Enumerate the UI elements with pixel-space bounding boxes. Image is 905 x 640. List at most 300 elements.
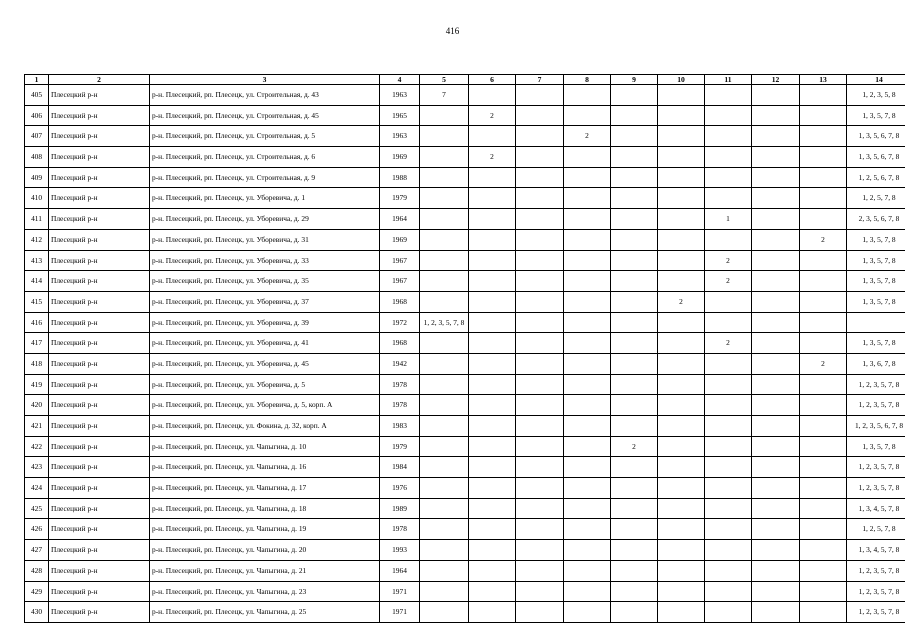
table-row — [25, 126, 905, 147]
table-cell-col-14: 1, 3, 5, 7, 8 — [847, 271, 905, 292]
table-row — [25, 416, 905, 437]
table-cell-col-14: 1, 2, 3, 5, 7, 8 — [847, 581, 905, 602]
column-header-5: 5 — [420, 75, 469, 85]
table-cell-col-14: 1, 2, 3, 5, 7, 8 — [847, 560, 905, 581]
table-cell-col-6 — [469, 85, 516, 106]
table-cell-col-6 — [469, 188, 516, 209]
table-cell-col-12 — [752, 250, 800, 271]
table-cell-col-9: 2 — [611, 436, 658, 457]
table-cell-col-14: 2, 3, 5, 6, 7, 8 — [847, 209, 905, 230]
table-cell-col-9 — [611, 209, 658, 230]
table-cell-col-4: 1972 — [380, 312, 420, 333]
table-cell-col-4: 1978 — [380, 374, 420, 395]
table-cell-col-1: 415 — [25, 291, 49, 312]
table-cell-col-13 — [800, 105, 847, 126]
table-cell-col-9 — [611, 374, 658, 395]
table-cell-col-9 — [611, 333, 658, 354]
table-cell-col-10 — [658, 457, 705, 478]
table-cell-col-3: р-н. Плесецкий, рп. Плесецк, ул. Строительная, д. 9 — [150, 167, 380, 188]
table-row — [25, 85, 905, 106]
table-cell-col-7 — [516, 581, 564, 602]
table-cell-col-7 — [516, 105, 564, 126]
table-cell-col-14: 1, 2, 3, 5, 7, 8 — [847, 374, 905, 395]
table-cell-col-10 — [658, 188, 705, 209]
table-cell-col-2: Плесецкий р-н — [49, 519, 150, 540]
column-header-9: 9 — [611, 75, 658, 85]
column-header-6: 6 — [469, 75, 516, 85]
table-cell-col-14: 1, 2, 3, 5, 7, 8 — [847, 457, 905, 478]
table-cell-col-4: 1978 — [380, 519, 420, 540]
table-cell-col-4: 1967 — [380, 250, 420, 271]
table-cell-col-5 — [420, 560, 469, 581]
table-cell-col-3: р-н. Плесецкий, рп. Плесецк, ул. Чапыгина, д. 23 — [150, 581, 380, 602]
table-cell-col-9 — [611, 457, 658, 478]
table-cell-col-7 — [516, 229, 564, 250]
table-cell-col-3: р-н. Плесецкий, рп. Плесецк, ул. Строительная, д. 5 — [150, 126, 380, 147]
table-cell-col-1: 405 — [25, 85, 49, 106]
table-cell-col-7 — [516, 188, 564, 209]
table-row — [25, 602, 905, 623]
table-cell-col-1: 418 — [25, 353, 49, 374]
table-cell-col-2: Плесецкий р-н — [49, 85, 150, 106]
table-cell-col-13 — [800, 291, 847, 312]
table-cell-col-1: 408 — [25, 147, 49, 168]
table-cell-col-6 — [469, 291, 516, 312]
table-row — [25, 105, 905, 126]
table-cell-col-7 — [516, 271, 564, 292]
table-cell-col-7 — [516, 560, 564, 581]
table-cell-col-1: 422 — [25, 436, 49, 457]
table-cell-col-7 — [516, 519, 564, 540]
table-cell-col-13 — [800, 147, 847, 168]
table-cell-col-11 — [705, 126, 752, 147]
table-cell-col-2: Плесецкий р-н — [49, 602, 150, 623]
table-cell-col-8 — [564, 416, 611, 437]
table-cell-col-1: 426 — [25, 519, 49, 540]
table-cell-col-13 — [800, 602, 847, 623]
table-row — [25, 478, 905, 499]
table-cell-col-10 — [658, 85, 705, 106]
table-cell-col-11 — [705, 560, 752, 581]
table-cell-col-11: 1 — [705, 209, 752, 230]
table-cell-col-5 — [420, 167, 469, 188]
table-row — [25, 250, 905, 271]
table-cell-col-14: 1, 3, 5, 6, 7, 8 — [847, 147, 905, 168]
table-cell-col-11 — [705, 229, 752, 250]
table-cell-col-8 — [564, 560, 611, 581]
table-cell-col-8 — [564, 271, 611, 292]
table-cell-col-6 — [469, 416, 516, 437]
table-cell-col-11 — [705, 105, 752, 126]
table-cell-col-5 — [420, 457, 469, 478]
table-cell-col-13 — [800, 498, 847, 519]
table-cell-col-1: 424 — [25, 478, 49, 499]
table-cell-col-7 — [516, 291, 564, 312]
table-cell-col-13 — [800, 560, 847, 581]
table-cell-col-2: Плесецкий р-н — [49, 271, 150, 292]
table-cell-col-12 — [752, 229, 800, 250]
table-cell-col-3: р-н. Плесецкий, рп. Плесецк, ул. Чапыгина, д. 16 — [150, 457, 380, 478]
table-cell-col-12 — [752, 353, 800, 374]
table-cell-col-2: Плесецкий р-н — [49, 395, 150, 416]
table-cell-col-6: 2 — [469, 147, 516, 168]
table-cell-col-14: 1, 3, 5, 7, 8 — [847, 105, 905, 126]
table-cell-col-9 — [611, 312, 658, 333]
table-cell-col-3: р-н. Плесецкий, рп. Плесецк, ул. Строительная, д. 43 — [150, 85, 380, 106]
table-cell-col-11 — [705, 602, 752, 623]
table-cell-col-2: Плесецкий р-н — [49, 126, 150, 147]
table-cell-col-4: 1967 — [380, 271, 420, 292]
table-row — [25, 540, 905, 561]
table-cell-col-14: 1, 3, 4, 5, 7, 8 — [847, 498, 905, 519]
table-cell-col-9 — [611, 105, 658, 126]
table-cell-col-12 — [752, 105, 800, 126]
table-cell-col-8 — [564, 581, 611, 602]
table-cell-col-6 — [469, 560, 516, 581]
column-header-2: 2 — [49, 75, 150, 85]
table-cell-col-5 — [420, 333, 469, 354]
table-cell-col-10 — [658, 374, 705, 395]
table-cell-col-10 — [658, 581, 705, 602]
table-cell-col-1: 423 — [25, 457, 49, 478]
table-cell-col-4: 1984 — [380, 457, 420, 478]
table-cell-col-2: Плесецкий р-н — [49, 105, 150, 126]
column-header-12: 12 — [752, 75, 800, 85]
table-cell-col-5 — [420, 581, 469, 602]
table-cell-col-12 — [752, 395, 800, 416]
table-cell-col-4: 1969 — [380, 147, 420, 168]
table-cell-col-3: р-н. Плесецкий, рп. Плесецк, ул. Чапыгина, д. 21 — [150, 560, 380, 581]
table-cell-col-7 — [516, 353, 564, 374]
table-cell-col-9 — [611, 291, 658, 312]
table-cell-col-1: 427 — [25, 540, 49, 561]
column-header-11: 11 — [705, 75, 752, 85]
table-cell-col-3: р-н. Плесецкий, рп. Плесецк, ул. Чапыгина, д. 20 — [150, 540, 380, 561]
table-row — [25, 457, 905, 478]
table-cell-col-7 — [516, 416, 564, 437]
table-cell-col-13 — [800, 271, 847, 292]
table-cell-col-1: 425 — [25, 498, 49, 519]
table-cell-col-13 — [800, 312, 847, 333]
table-cell-col-9 — [611, 85, 658, 106]
table-cell-col-12 — [752, 457, 800, 478]
table-cell-col-4: 1971 — [380, 602, 420, 623]
table-cell-col-2: Плесецкий р-н — [49, 333, 150, 354]
table-cell-col-10: 2 — [658, 291, 705, 312]
table-cell-col-14: 1, 2, 3, 5, 7, 8 — [847, 478, 905, 499]
table-cell-col-3: р-н. Плесецкий, рп. Плесецк, ул. Уборевича, д. 31 — [150, 229, 380, 250]
table-cell-col-2: Плесецкий р-н — [49, 147, 150, 168]
table-cell-col-13: 2 — [800, 229, 847, 250]
table-cell-col-9 — [611, 250, 658, 271]
table-cell-col-6 — [469, 519, 516, 540]
table-cell-col-9 — [611, 581, 658, 602]
table-cell-col-4: 1964 — [380, 209, 420, 230]
table-cell-col-8 — [564, 291, 611, 312]
table-cell-col-3: р-н. Плесецкий, рп. Плесецк, ул. Чапыгина, д. 25 — [150, 602, 380, 623]
table-cell-col-6 — [469, 498, 516, 519]
table-cell-col-5 — [420, 478, 469, 499]
table-cell-col-14: 1, 3, 4, 5, 7, 8 — [847, 540, 905, 561]
table-cell-col-14: 1, 2, 5, 7, 8 — [847, 188, 905, 209]
table-cell-col-1: 410 — [25, 188, 49, 209]
table-cell-col-5 — [420, 291, 469, 312]
table-cell-col-11: 2 — [705, 333, 752, 354]
table-cell-col-4: 1963 — [380, 126, 420, 147]
table-cell-col-3: р-н. Плесецкий, рп. Плесецк, ул. Уборевича, д. 5 — [150, 374, 380, 395]
table-cell-col-13 — [800, 478, 847, 499]
table-cell-col-11 — [705, 540, 752, 561]
table-cell-col-13 — [800, 333, 847, 354]
table-cell-col-8 — [564, 498, 611, 519]
table-cell-col-4: 1968 — [380, 291, 420, 312]
table-cell-col-9 — [611, 271, 658, 292]
table-cell-col-7 — [516, 540, 564, 561]
table-cell-col-2: Плесецкий р-н — [49, 188, 150, 209]
table-cell-col-11 — [705, 85, 752, 106]
table-row — [25, 581, 905, 602]
column-header-7: 7 — [516, 75, 564, 85]
table-cell-col-3: р-н. Плесецкий, рп. Плесецк, ул. Уборевича, д. 1 — [150, 188, 380, 209]
table-cell-col-1: 421 — [25, 416, 49, 437]
table-cell-col-8 — [564, 333, 611, 354]
table-cell-col-13 — [800, 457, 847, 478]
table-cell-col-9 — [611, 188, 658, 209]
table-cell-col-10 — [658, 416, 705, 437]
table-cell-col-2: Плесецкий р-н — [49, 167, 150, 188]
table-cell-col-10 — [658, 333, 705, 354]
table-cell-col-3: р-н. Плесецкий, рп. Плесецк, ул. Уборевича, д. 45 — [150, 353, 380, 374]
table-cell-col-8 — [564, 312, 611, 333]
table-cell-col-7 — [516, 126, 564, 147]
table-cell-col-4: 1968 — [380, 333, 420, 354]
table-cell-col-10 — [658, 229, 705, 250]
table-cell-col-8 — [564, 188, 611, 209]
table-cell-col-2: Плесецкий р-н — [49, 540, 150, 561]
table-cell-col-1: 411 — [25, 209, 49, 230]
table-cell-col-8: 2 — [564, 126, 611, 147]
table-cell-col-2: Плесецкий р-н — [49, 581, 150, 602]
table-cell-col-7 — [516, 85, 564, 106]
table-cell-col-4: 1993 — [380, 540, 420, 561]
table-cell-col-2: Плесецкий р-н — [49, 478, 150, 499]
table-cell-col-11 — [705, 291, 752, 312]
table-cell-col-6 — [469, 167, 516, 188]
table-cell-col-12 — [752, 478, 800, 499]
table-cell-col-5 — [420, 519, 469, 540]
table-cell-col-10 — [658, 478, 705, 499]
table-cell-col-8 — [564, 229, 611, 250]
table-cell-col-8 — [564, 353, 611, 374]
column-header-3: 3 — [150, 75, 380, 85]
table-cell-col-1: 407 — [25, 126, 49, 147]
table-cell-col-8 — [564, 374, 611, 395]
table-cell-col-10 — [658, 540, 705, 561]
table-cell-col-14: 1, 3, 5, 7, 8 — [847, 291, 905, 312]
table-cell-col-11: 2 — [705, 250, 752, 271]
table-cell-col-12 — [752, 188, 800, 209]
table-cell-col-11: 2 — [705, 271, 752, 292]
table-cell-col-7 — [516, 374, 564, 395]
table-cell-col-8 — [564, 436, 611, 457]
table-cell-col-12 — [752, 312, 800, 333]
table-cell-col-12 — [752, 85, 800, 106]
table-cell-col-13 — [800, 209, 847, 230]
table-cell-col-5: 1, 2, 3, 5, 7, 8 — [420, 312, 469, 333]
table-cell-col-9 — [611, 560, 658, 581]
column-header-4: 4 — [380, 75, 420, 85]
table-cell-col-10 — [658, 560, 705, 581]
table-cell-col-10 — [658, 519, 705, 540]
table-cell-col-6 — [469, 457, 516, 478]
column-header-14: 14 — [847, 75, 905, 85]
table-cell-col-7 — [516, 312, 564, 333]
table-cell-col-10 — [658, 105, 705, 126]
table-cell-col-13 — [800, 188, 847, 209]
table-cell-col-5 — [420, 271, 469, 292]
table-cell-col-2: Плесецкий р-н — [49, 374, 150, 395]
table-cell-col-12 — [752, 560, 800, 581]
table-cell-col-3: р-н. Плесецкий, рп. Плесецк, ул. Чапыгина, д. 18 — [150, 498, 380, 519]
table-cell-col-9 — [611, 478, 658, 499]
table-cell-col-7 — [516, 147, 564, 168]
table-cell-col-5 — [420, 416, 469, 437]
table-cell-col-5 — [420, 229, 469, 250]
table-row — [25, 353, 905, 374]
table-cell-col-6 — [469, 602, 516, 623]
table-cell-col-10 — [658, 167, 705, 188]
table-cell-col-14: 1, 2, 5, 7, 8 — [847, 519, 905, 540]
table-cell-col-8 — [564, 395, 611, 416]
table-cell-col-1: 416 — [25, 312, 49, 333]
table-cell-col-5: 7 — [420, 85, 469, 106]
table-cell-col-12 — [752, 126, 800, 147]
table-cell-col-4: 1963 — [380, 85, 420, 106]
table-cell-col-1: 412 — [25, 229, 49, 250]
table-cell-col-9 — [611, 229, 658, 250]
table-cell-col-6 — [469, 271, 516, 292]
table-cell-col-8 — [564, 105, 611, 126]
table-cell-col-4: 1965 — [380, 105, 420, 126]
table-cell-col-4: 1964 — [380, 560, 420, 581]
table-cell-col-5 — [420, 436, 469, 457]
table-cell-col-12 — [752, 581, 800, 602]
table-cell-col-11 — [705, 312, 752, 333]
table-cell-col-12 — [752, 147, 800, 168]
table-header-row — [25, 75, 905, 85]
table-cell-col-12 — [752, 436, 800, 457]
table-cell-col-12 — [752, 519, 800, 540]
table-cell-col-3: р-н. Плесецкий, рп. Плесецк, ул. Фокина, д. 32, корп. А — [150, 416, 380, 437]
table-cell-col-13 — [800, 519, 847, 540]
table-cell-col-14: 1, 2, 3, 5, 7, 8 — [847, 602, 905, 623]
table-cell-col-11 — [705, 478, 752, 499]
table-cell-col-2: Плесецкий р-н — [49, 416, 150, 437]
table-cell-col-13 — [800, 167, 847, 188]
table-cell-col-12 — [752, 291, 800, 312]
table-cell-col-14: 1, 3, 5, 7, 8 — [847, 250, 905, 271]
table-cell-col-7 — [516, 395, 564, 416]
table-cell-col-9 — [611, 126, 658, 147]
table-row — [25, 333, 905, 354]
table-cell-col-12 — [752, 498, 800, 519]
table-cell-col-7 — [516, 457, 564, 478]
table-cell-col-8 — [564, 209, 611, 230]
table-cell-col-5 — [420, 353, 469, 374]
table-cell-col-11 — [705, 167, 752, 188]
table-cell-col-5 — [420, 209, 469, 230]
table-cell-col-10 — [658, 271, 705, 292]
table-cell-col-13 — [800, 581, 847, 602]
table-cell-col-3: р-н. Плесецкий, рп. Плесецк, ул. Уборевича, д. 5, корп. А — [150, 395, 380, 416]
table-row — [25, 167, 905, 188]
table-cell-col-12 — [752, 209, 800, 230]
table-cell-col-3: р-н. Плесецкий, рп. Плесецк, ул. Уборевича, д. 39 — [150, 312, 380, 333]
table-row — [25, 291, 905, 312]
table-cell-col-7 — [516, 478, 564, 499]
table-cell-col-2: Плесецкий р-н — [49, 209, 150, 230]
table-cell-col-4: 1969 — [380, 229, 420, 250]
table-cell-col-8 — [564, 478, 611, 499]
table-cell-col-10 — [658, 498, 705, 519]
table-cell-col-8 — [564, 602, 611, 623]
page-number: 416 — [445, 26, 460, 36]
table-row — [25, 188, 905, 209]
table-cell-col-5 — [420, 602, 469, 623]
table-cell-col-10 — [658, 147, 705, 168]
table-cell-col-8 — [564, 519, 611, 540]
table-cell-col-1: 420 — [25, 395, 49, 416]
table-cell-col-5 — [420, 250, 469, 271]
table-cell-col-3: р-н. Плесецкий, рп. Плесецк, ул. Чапыгина, д. 19 — [150, 519, 380, 540]
table-cell-col-10 — [658, 209, 705, 230]
table-row — [25, 395, 905, 416]
table-cell-col-3: р-н. Плесецкий, рп. Плесецк, ул. Строительная, д. 6 — [150, 147, 380, 168]
table-cell-col-1: 417 — [25, 333, 49, 354]
table-cell-col-8 — [564, 85, 611, 106]
table-row — [25, 209, 905, 230]
table-cell-col-5 — [420, 374, 469, 395]
table-cell-col-6: 2 — [469, 105, 516, 126]
table-cell-col-1: 429 — [25, 581, 49, 602]
table-cell-col-1: 428 — [25, 560, 49, 581]
column-header-13: 13 — [800, 75, 847, 85]
table-cell-col-9 — [611, 147, 658, 168]
table-cell-col-10 — [658, 126, 705, 147]
table-cell-col-12 — [752, 602, 800, 623]
table-cell-col-3: р-н. Плесецкий, рп. Плесецк, ул. Уборевича, д. 35 — [150, 271, 380, 292]
table-cell-col-4: 1978 — [380, 395, 420, 416]
table-cell-col-9 — [611, 353, 658, 374]
table-body — [25, 85, 905, 623]
table-cell-col-13 — [800, 540, 847, 561]
table-cell-col-12 — [752, 333, 800, 354]
table-cell-col-2: Плесецкий р-н — [49, 457, 150, 478]
table-cell-col-5 — [420, 498, 469, 519]
table-cell-col-6 — [469, 229, 516, 250]
table-cell-col-3: р-н. Плесецкий, рп. Плесецк, ул. Чапыгина, д. 10 — [150, 436, 380, 457]
table-cell-col-10 — [658, 353, 705, 374]
table-cell-col-8 — [564, 540, 611, 561]
table-cell-col-6 — [469, 312, 516, 333]
table-cell-col-13 — [800, 436, 847, 457]
table-cell-col-2: Плесецкий р-н — [49, 436, 150, 457]
table-cell-col-8 — [564, 250, 611, 271]
table-cell-col-3: р-н. Плесецкий, рп. Плесецк, ул. Строительная, д. 45 — [150, 105, 380, 126]
table-cell-col-13 — [800, 395, 847, 416]
table-cell-col-10 — [658, 395, 705, 416]
table-row — [25, 498, 905, 519]
